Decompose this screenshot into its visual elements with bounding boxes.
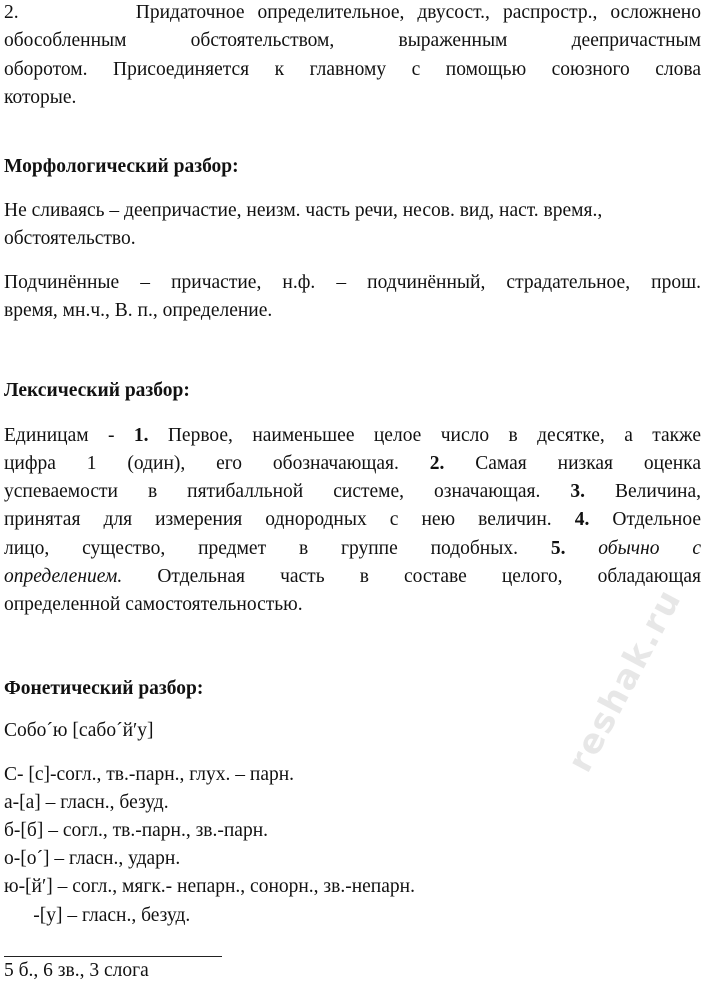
- lex-number: 2.: [429, 453, 445, 474]
- lex-line-7: определенной самостоятельностью.: [4, 594, 303, 615]
- lex-text: Величина,: [584, 481, 701, 502]
- summary-divider: [4, 956, 222, 957]
- lex-text: лицо, существо, предмет в группе подобных.: [4, 538, 551, 559]
- phon-word: Собо´ю [сабо´й′у]: [4, 720, 154, 741]
- phon-summary: 5 б., 6 зв., 3 слога: [4, 960, 149, 981]
- phon-row: о-[о´] – гласн., ударн.: [4, 848, 181, 869]
- morph-p2-line-2: время, мн.ч., В. п., определение.: [4, 300, 273, 321]
- lex-text: Отдельная часть в составе целого, обладающая: [122, 566, 701, 587]
- lex-text: Отдельное: [589, 509, 701, 530]
- lex-number: 3.: [570, 481, 585, 502]
- lex-number: 4.: [574, 509, 590, 530]
- lex-text: Самая низкая оценка: [444, 453, 701, 474]
- phon-heading: Фонетический разбор:: [4, 678, 204, 699]
- lex-line-5: [4, 536, 701, 562]
- lex-number: 1.: [133, 425, 149, 446]
- sentence-analysis-line-1: 2. Придаточное определительное, двусост., распростр., осложнено: [4, 2, 701, 23]
- morph-p1-line-1: Не сливаясь – деепричастие, неизм. часть речи, несов. вид, наст. время.,: [4, 200, 603, 221]
- phon-row: б-[б] – согл., тв.-парн., зв.-парн.: [4, 820, 269, 841]
- lex-line-3: [4, 479, 701, 505]
- lex-text: принятая для измерения однородных с нею величин.: [4, 509, 575, 530]
- morph-p1-line-2: обстоятельство.: [4, 228, 136, 249]
- lex-text: Первое, наименьшее целое число в десятке, а также: [148, 425, 701, 446]
- phon-row: -[у] – гласн., безуд.: [4, 905, 191, 926]
- lex-italic-text: обычно с: [565, 538, 702, 559]
- lex-text: успеваемости в пятибалльной системе, означающая.: [4, 481, 571, 502]
- lex-line-1: [4, 423, 701, 449]
- sentence-analysis-line-3: оборотом. Присоединяется к главному с помощью союзного слова: [4, 59, 701, 80]
- lex-number: 5.: [550, 538, 566, 559]
- phon-row: ю-[й′] – согл., мягк.- непарн., сонорн., зв.-непарн.: [4, 876, 415, 897]
- lex-line-4: [4, 507, 701, 533]
- lex-heading: Лексический разбор:: [4, 380, 190, 401]
- lex-italic-text: определением.: [4, 566, 123, 587]
- morph-heading: Морфологический разбор:: [4, 156, 239, 177]
- lex-line-6: [4, 564, 701, 590]
- phon-row: С- [с]-согл., тв.-парн., глух. – парн.: [4, 764, 295, 785]
- watermark: reshak.ru: [560, 581, 691, 779]
- phon-row: а-[а] – гласн., безуд.: [4, 792, 169, 813]
- morph-p2-line-1: Подчинённые – причастие, н.ф. – подчинённый, страдательное, прош.: [4, 272, 701, 293]
- lex-line-2: [4, 451, 701, 477]
- sentence-analysis-line-4: которые.: [4, 87, 77, 108]
- lex-text: Единицам -: [4, 425, 134, 446]
- lex-text: цифра 1 (один), его обозначающая.: [4, 453, 430, 474]
- sentence-analysis-line-2: обособленным обстоятельством, выраженным деепричастным: [4, 30, 701, 51]
